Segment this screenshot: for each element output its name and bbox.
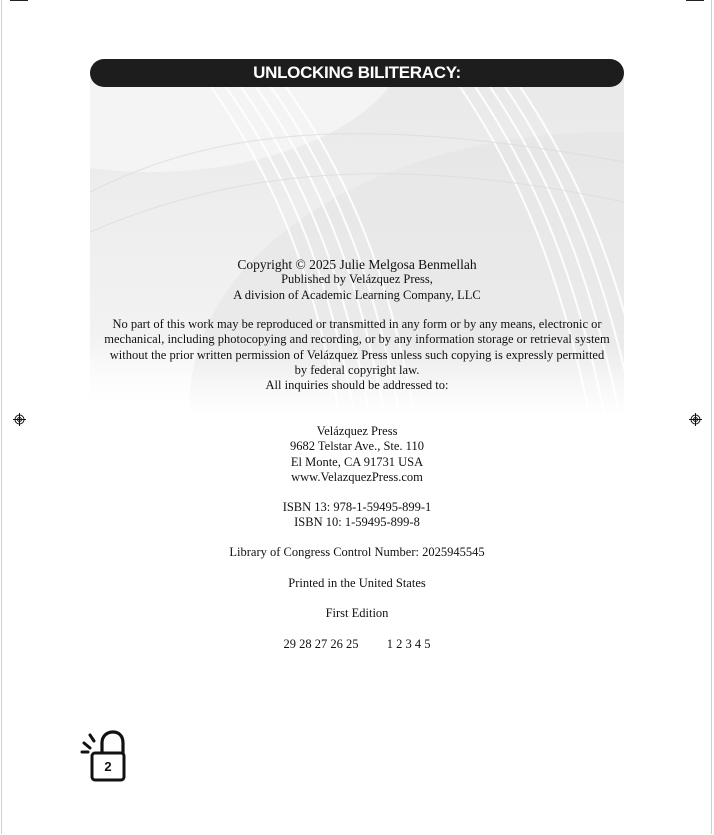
legal-line: No part of this work may be reproduced or transmitted in any form or by any means, electronic or [112, 317, 602, 331]
legal-line: by federal copyright law. [294, 362, 420, 377]
print-numbers: 1 2 3 4 5 [386, 637, 431, 651]
registration-mark-icon [689, 413, 702, 426]
isbn-13: ISBN 13: 978-1-59495-899-1 [282, 500, 432, 514]
copyright-block [90, 257, 624, 303]
loc-control-number: Library of Congress Control Number: 2025945545 [229, 545, 485, 559]
publisher-line: Published by Velázquez Press, [281, 272, 433, 287]
legal-line: without the prior written permission of Velázquez Press unless such copying is expressly permitted [109, 347, 605, 362]
printed-in: Printed in the United States [288, 576, 426, 590]
crop-mark-right [686, 0, 704, 1]
publisher-address [90, 424, 624, 485]
publisher-division-line: A division of Academic Learning Company, LLC [233, 287, 481, 302]
isbn-block [90, 500, 624, 531]
page-number: 2 [104, 759, 112, 774]
isbn-10: ISBN 10: 1-59495-899-8 [294, 515, 420, 530]
unlocked-padlock-icon [80, 729, 128, 783]
legal-line: All inquiries should be addressed to: [265, 378, 449, 393]
print-years: 29 28 27 26 25 [283, 637, 359, 651]
legal-notice [90, 317, 624, 393]
print-line [90, 637, 624, 652]
street-address: 9682 Telstar Ave., Ste. 110 [290, 439, 424, 454]
book-title-banner: UNLOCKING BILITERACY: [90, 59, 624, 87]
website-link[interactable]: www.VelazquezPress.com [291, 469, 423, 484]
registration-mark-icon [13, 413, 26, 426]
copyright-line: Copyright © 2025 Julie Melgosa Benmellah [237, 257, 477, 272]
city-line: El Monte, CA 91731 USA [290, 454, 424, 469]
edition: First Edition [325, 606, 389, 620]
crop-mark-left [10, 0, 28, 1]
legal-line: mechanical, including photocopying and recording, or by any information storage or retrieval system [104, 332, 610, 347]
publisher-name: Velázquez Press [316, 424, 398, 438]
